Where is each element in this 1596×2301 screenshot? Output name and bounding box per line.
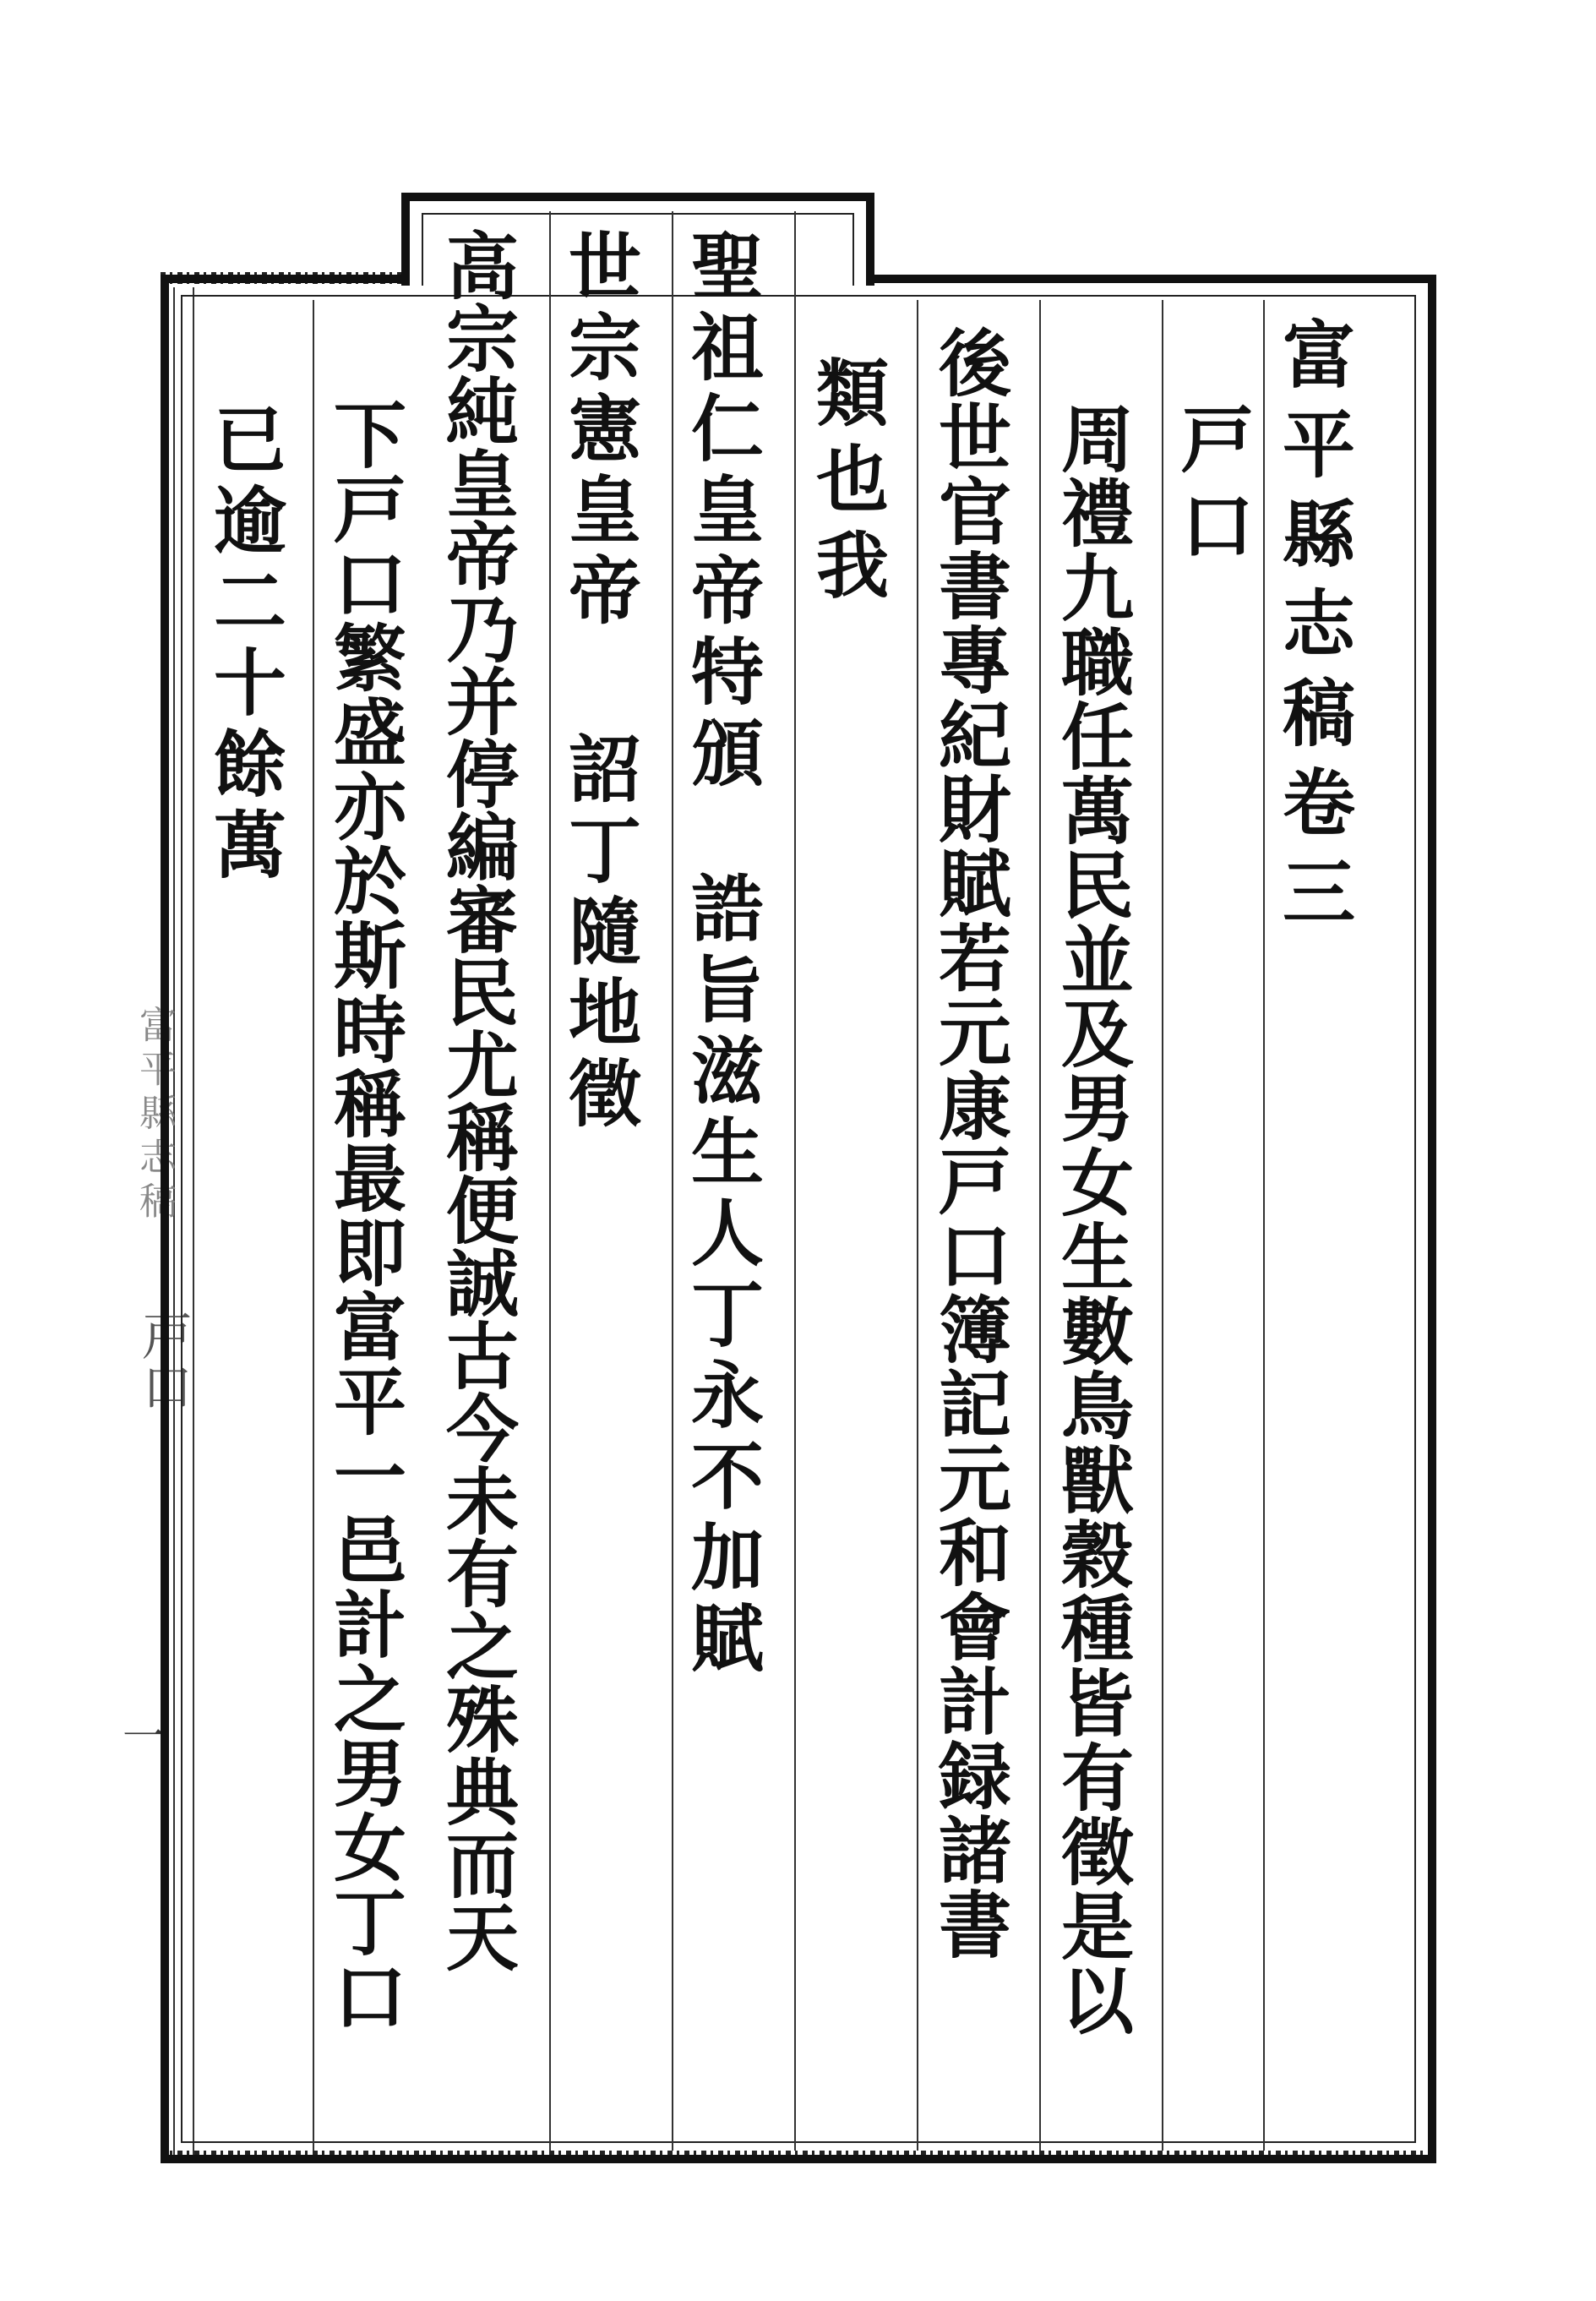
text-column-4b: 誥旨滋生人丁永不加賦 xyxy=(678,870,764,1682)
text-column-5a: 世宗憲皇帝 xyxy=(556,228,641,634)
text-column-2: 後世官書專紀財賦若元康戸口簿記元和會計録諸書 xyxy=(926,325,1011,1961)
text-column-4a: 聖祖仁皇帝特頒 xyxy=(678,228,764,796)
column-rule xyxy=(917,300,918,2151)
text-column-8: 已逾二十餘萬 xyxy=(201,401,286,888)
text-column-1: 周禮九職任萬民並及男女生數鳥獸穀種皆有徵是以 xyxy=(1049,401,1134,2037)
page-number: 一 xyxy=(123,1712,165,1761)
text-column-7: 下戸口繁盛亦於斯時稱最即富平一邑計之男女丁口 xyxy=(321,397,406,2033)
text-column-5b: 詔丁隨地徵 xyxy=(556,731,641,1137)
heading-column: 戸口 xyxy=(1168,401,1254,574)
column-rule xyxy=(1263,300,1265,2151)
text-column-6: 高宗純皇帝乃并停編審民尤稱便誠古今未有之殊典而天 xyxy=(433,228,519,1972)
column-rule xyxy=(672,211,673,2151)
column-rule xyxy=(1039,300,1041,2151)
column-rule xyxy=(313,300,314,2151)
column-rule xyxy=(549,211,551,2151)
title-column: 富平縣志稿卷三 xyxy=(1270,317,1355,944)
column-rule xyxy=(794,211,796,2151)
column-rule xyxy=(1162,300,1163,2151)
fold-section: 戸口 xyxy=(133,1310,193,1411)
fold-book-title: 富平縣志稿 xyxy=(133,1006,176,1225)
text-column-3: 類也我 xyxy=(803,355,889,613)
